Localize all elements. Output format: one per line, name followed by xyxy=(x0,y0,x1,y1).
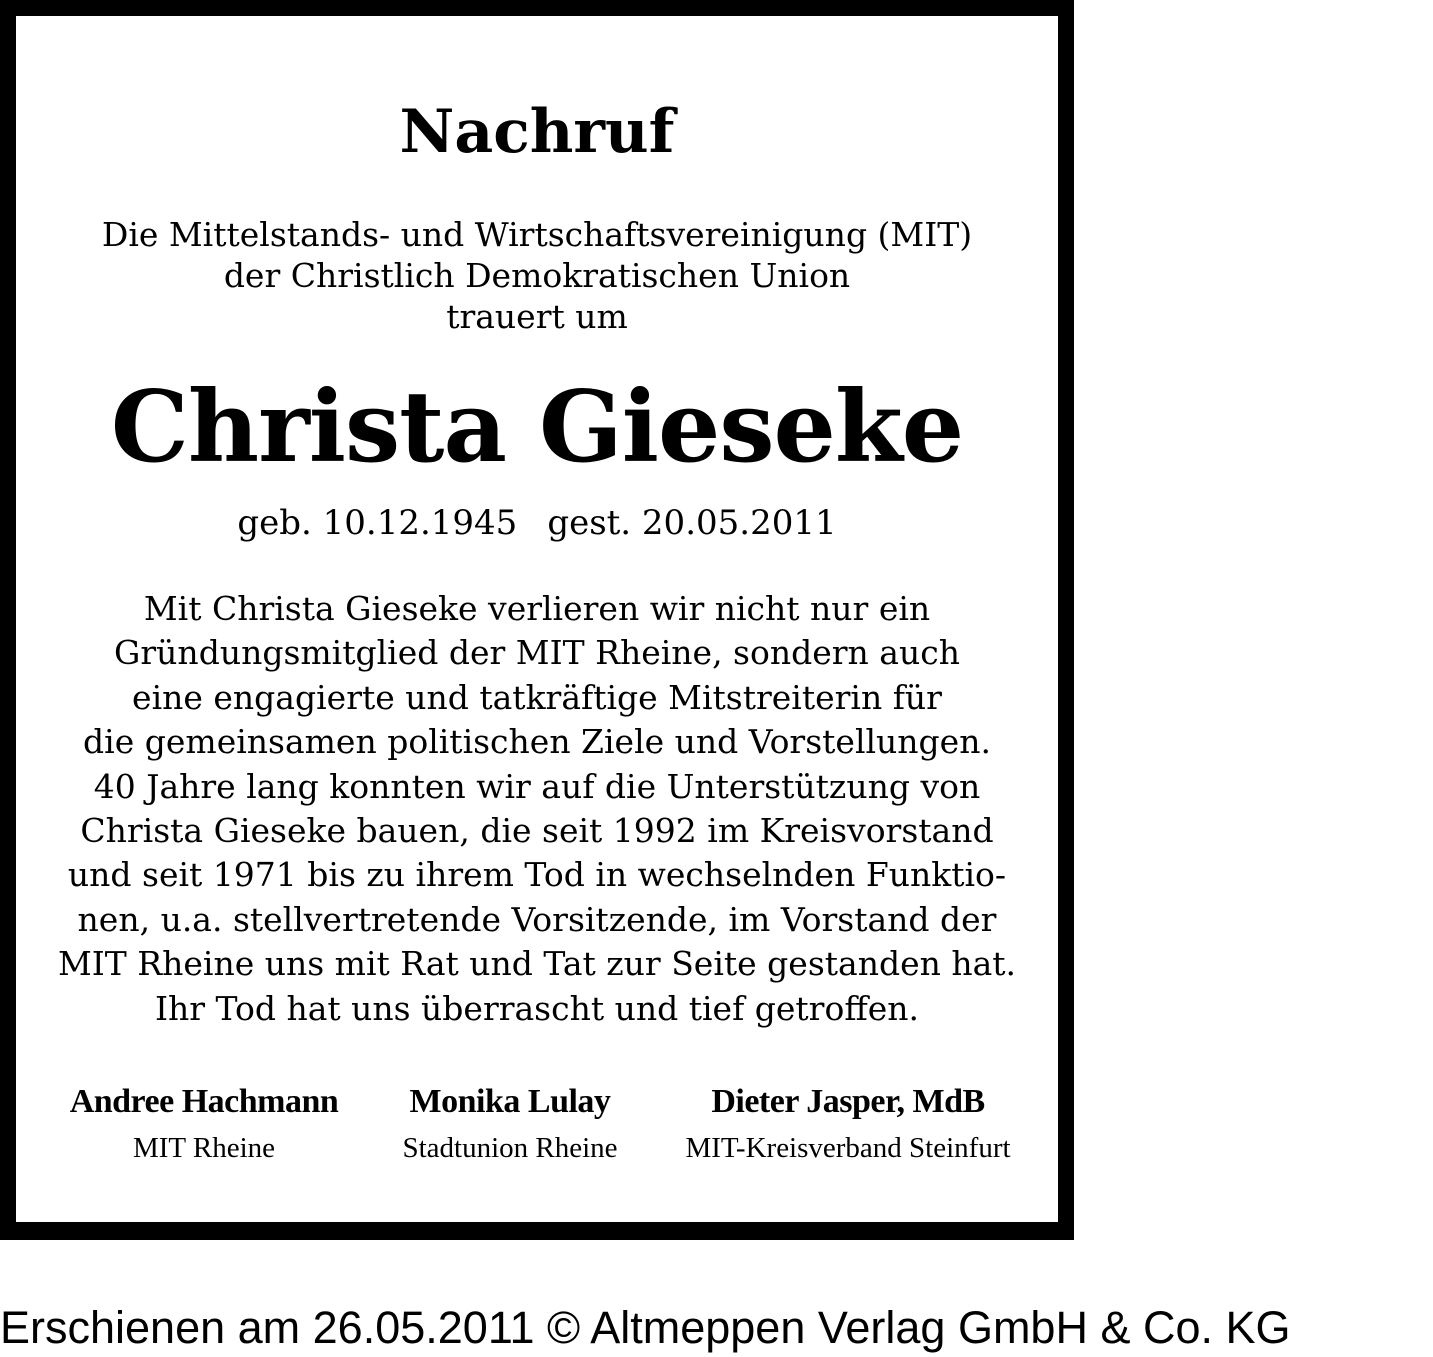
body-line: 40 Jahre lang konnten wir auf die Unterstützung von xyxy=(93,766,981,806)
signatory-organization: Stadtunion Rheine xyxy=(402,1132,618,1164)
notice-heading: Nachruf xyxy=(399,97,675,167)
signatory-organization: MIT-Kreisverband Steinfurt xyxy=(685,1132,1011,1164)
notice-intro xyxy=(16,214,1058,337)
notice-body xyxy=(16,587,1058,1031)
signatory xyxy=(46,1080,362,1166)
body-line: nen, u.a. stellvertretende Vorsitzende, im Vorstand der xyxy=(77,899,997,939)
obituary-notice-content xyxy=(16,16,1058,1222)
body-line: und seit 1971 bis zu ihrem Tod in wechselnden Funktio- xyxy=(67,855,1007,895)
body-line: Christa Gieseke bauen, die seit 1992 im Kreisvorstand xyxy=(80,811,994,851)
signatory-name: Andree Hachmann xyxy=(69,1083,339,1120)
body-line: MIT Rheine uns mit Rat und Tat zur Seite gestanden hat. xyxy=(57,944,1017,984)
signatory xyxy=(372,1080,648,1166)
body-line: Gründungsmitglied der MIT Rheine, sondern auch xyxy=(114,633,960,673)
publication-footer: Erschienen am 26.05.2011 © Altmeppen Verlag GmbH & Co. KG xyxy=(0,1302,1291,1353)
body-line: Ihr Tod hat uns überrascht und tief getroffen. xyxy=(154,988,920,1028)
intro-line: Die Mittelstands- und Wirtschaftsvereinigung (MIT) xyxy=(101,215,973,254)
body-line: Mit Christa Gieseke verlieren wir nicht nur ein xyxy=(143,589,931,628)
birth-date: geb. 10.12.1945 xyxy=(237,503,518,543)
body-line: die gemeinsamen politischen Ziele und Vorstellungen. xyxy=(83,722,991,762)
signatory xyxy=(658,1080,1038,1166)
signatory-name: Dieter Jasper, MdB xyxy=(711,1083,985,1120)
intro-line: der Christlich Demokratischen Union xyxy=(223,256,851,295)
intro-line: trauert um xyxy=(446,297,628,336)
signatories xyxy=(16,1080,1058,1180)
body-line: eine engagierte und tatkräftige Mitstreiterin für xyxy=(132,677,942,717)
signatory-organization: MIT Rheine xyxy=(132,1132,276,1164)
death-date: gest. 20.05.2011 xyxy=(547,503,837,543)
signatory-name: Monika Lulay xyxy=(409,1083,611,1120)
deceased-name: Christa Gieseke xyxy=(110,370,964,485)
life-dates xyxy=(16,501,1058,545)
